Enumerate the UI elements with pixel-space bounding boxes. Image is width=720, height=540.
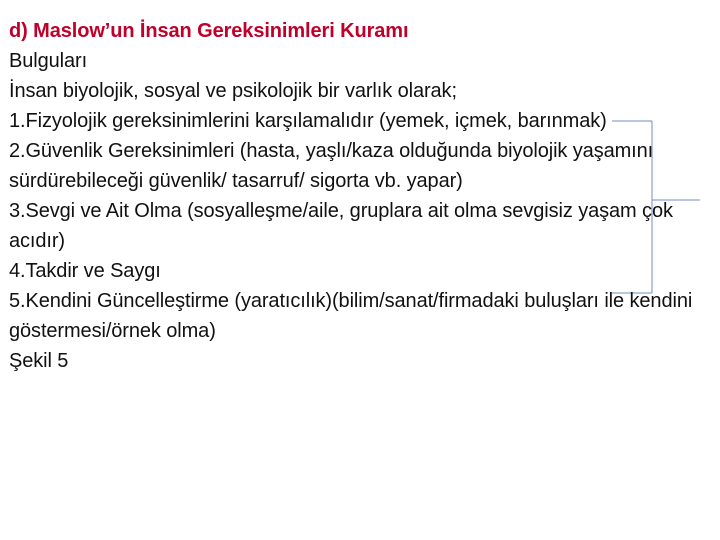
list-item-takdir: 4.Takdir ve Saygı xyxy=(9,260,161,282)
list-item-guvenlik: 2.Güvenlik Gereksinimleri (hasta, yaşlı/kaza olduğunda biyolojik yaşamını sürdürebileceği güvenlik/ tasarruf/ sigorta vb. yapar) xyxy=(9,140,654,192)
figure-caption: Şekil 5 xyxy=(9,350,69,372)
list-item-fizyolojik: 1.Fizyolojik gereksinimlerini karşılamalıdır (yemek, içmek, barınmak) xyxy=(9,110,607,132)
slide-content xyxy=(9,16,713,376)
list-item-kendini-guncellestirme: 5.Kendini Güncelleştirme (yaratıcılık)(bilim/sanat/firmadaki buluşları ile kendini göstermesi/örnek olma) xyxy=(9,290,693,342)
slide-subtitle: Bulguları xyxy=(9,50,88,72)
intro-text: İnsan biyolojik, sosyal ve psikolojik bir varlık olarak; xyxy=(9,80,457,102)
slide-title: d) Maslow’un İnsan Gereksinimleri Kuramı xyxy=(9,20,409,42)
list-item-sevgi: 3.Sevgi ve Ait Olma (sosyalleşme/aile, gruplara ait olma sevgisiz yaşam çok acıdır) xyxy=(9,200,673,252)
